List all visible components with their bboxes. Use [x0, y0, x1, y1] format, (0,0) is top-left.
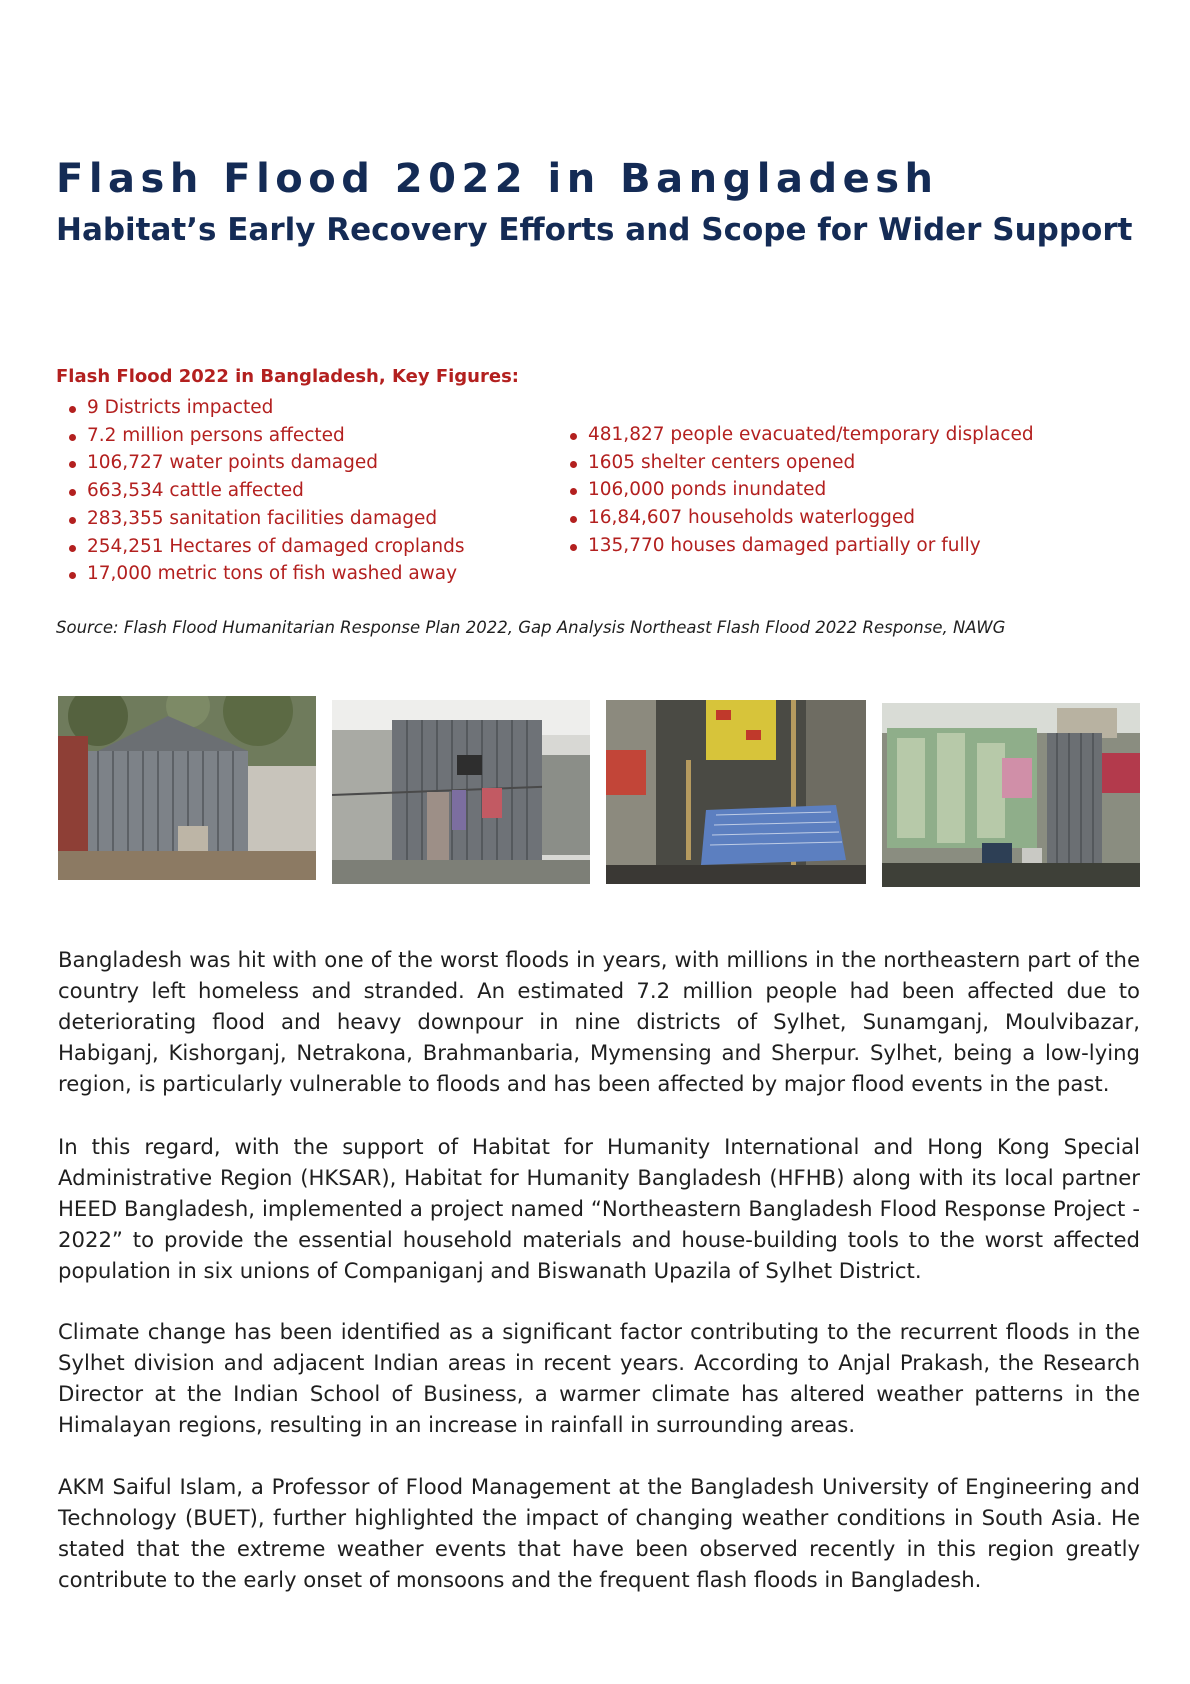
key-figures-list-left [62, 394, 464, 588]
body-paragraph: Bangladesh was hit with one of the worst floods in years, with millions in the northeastern part of the country left homeless and stranded. An estimated 7.2 million people had been affected due to deteriorating flood and heavy downpour in nine districts of Sylhet, Sunamganj, Moulvibazar, Habiganj, Kishorganj, Netrakona, Brahmanbaria, Mymensing and Sherpur. Sylhet, being a low-lying region, is particularly vulnerable to floods and has been affected by major flood events in the past. [58, 947, 1140, 1096]
key-figure-item: 283,355 sanitation facilities damaged [62, 505, 464, 533]
key-figures-list-right [563, 421, 1034, 560]
body-paragraph: AKM Saiful Islam, a Professor of Flood Management at the Bangladesh University of Engineering and Technology (BUET), further highlighted the impact of changing weather conditions in South Asia. He stated that the extreme weather events that have been observed recently in this region greatly contribute to the early onset of monsoons and the frequent flash floods in Bangladesh. [58, 1474, 1140, 1592]
photo-strip [58, 696, 1140, 884]
key-figure-item: 17,000 metric tons of fish washed away [62, 560, 464, 588]
body-paragraph: In this regard, with the support of Habitat for Humanity International and Hong Kong Special Administrative Region (HKSAR), Habitat for Humanity Bangladesh (HFHB) along with its local partner HEED Bangladesh, implemented a project named “Northeastern Bangladesh Flood Response Project - 2022” to provide the essential household materials and house-building tools to the worst affected population in six unions of Companiganj and Biswanath Upazila of Sylhet District. [58, 1134, 1140, 1283]
source-citation: Source: Flash Flood Humanitarian Response Plan 2022, Gap Analysis Northeast Flash Flood 2022 Response, NAWG [56, 618, 1006, 637]
page-subtitle: Habitat’s Early Recovery Efforts and Scope for Wider Support [56, 212, 1133, 248]
body-paragraph: Climate change has been identified as a significant factor contributing to the recurrent floods in the Sylhet division and adjacent Indian areas in recent years. According to Anjal Prakash, the Research Director at the Indian School of Business, a warmer climate has altered weather patterns in the Himalayan regions, resulting in an increase in rainfall in surrounding areas. [58, 1319, 1140, 1437]
key-figure-item: 106,727 water points damaged [62, 449, 464, 477]
key-figure-item: 663,534 cattle affected [62, 477, 464, 505]
key-figure-item: 481,827 people evacuated/temporary displaced [563, 421, 1034, 449]
photo-tin-shack [58, 696, 316, 880]
key-figure-item: 135,770 houses damaged partially or fully [563, 532, 1034, 560]
photo-latrine-sacks [882, 703, 1140, 887]
key-figure-item: 7.2 million persons affected [62, 422, 464, 450]
key-figure-item: 106,000 ponds inundated [563, 476, 1034, 504]
key-figure-item: 1605 shelter centers opened [563, 449, 1034, 477]
photo-interior-bed [606, 700, 866, 884]
key-figure-item: 254,251 Hectares of damaged croplands [62, 533, 464, 561]
key-figure-item: 16,84,607 households waterlogged [563, 504, 1034, 532]
key-figures-heading: Flash Flood 2022 in Bangladesh, Key Figures: [56, 366, 519, 387]
key-figure-item: 9 Districts impacted [62, 394, 464, 422]
photo-clothes-line [332, 700, 590, 884]
page-title: Flash Flood 2022 in Bangladesh [56, 156, 939, 202]
